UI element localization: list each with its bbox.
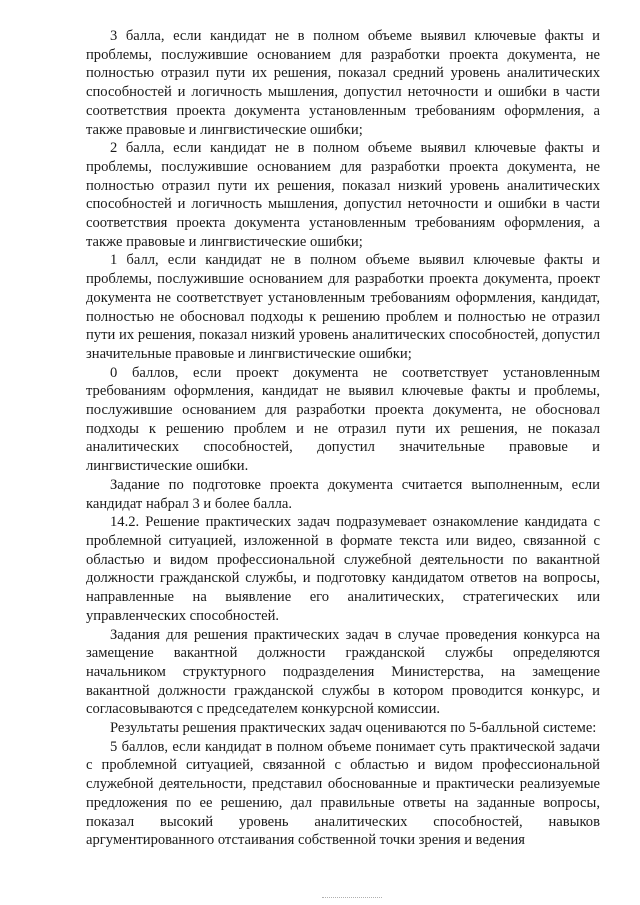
paragraph-passing-criterion: Задание по подготовке проекта документа считается выполненным, если кандидат набрал 3 и более балла. — [86, 476, 600, 512]
paragraph-scoring-system: Результаты решения практических задач оцениваются по 5-балльной системе: — [110, 720, 597, 737]
paragraph-score-2: 2 балла, если кандидат не в полном объеме выявил ключевые факты и проблемы, послужившие основанием для разработки проекта документа, не полностью отразил пути их решения, показал низкий уровень аналитических способностей и логичность мышления, допустил неточности и ошибки в части соответствия проекта документа установленным требованиям оформления, а также правовые и лингвистические ошибки; — [86, 140, 600, 250]
paragraph-score-1: 1 балл, если кандидат не в полном объеме выявил ключевые факты и проблемы, послужившие основанием для разработки проекта документа, проект документа не соответствует установленным требованиям оформления, кандидат, полностью не обосновал подходы к решению проблем и полностью не отразил пути их решения, показал низкий уровень аналитических способностей, допустил значительные правовые и лингвистические ошибки; — [86, 252, 600, 362]
paragraph-score-0: 0 баллов, если проект документа не соответствует установленным требованиям оформления, кандидат не выявил ключевые факты и проблемы, послужившие основанием для разработки проекта документа, не обосновал подходы к решению проблем и не отразил пути их решения, не показал аналитических способностей, допустил значительные правовые и лингвистические ошибки. — [86, 364, 600, 475]
paragraph-score-3: 3 балла, если кандидат не в полном объеме выявил ключевые факты и проблемы, послужившие основанием для разработки проекта документа, не полностью отразил пути их решения, показал средний уровень аналитических способностей и логичность мышления, допустил неточности и ошибки в части соответствия проекта документа установленным требованиям оформления, а также правовые и лингвистические ошибки; — [86, 28, 600, 138]
paragraph-score-5: 5 баллов, если кандидат в полном объеме понимает суть практической задачи с проблемной ситуацией, связанной с областью и видом профессиональной служебной деятельности, представил обоснованные и практически реализуемые предложения по ее решению, дал правильные ответы на заданные вопросы, показал высокий уровень аналитических способностей, навыков аргументированного отстаивания собственной точки зрения и ведения — [86, 738, 600, 849]
footer-mark — [322, 897, 382, 900]
paragraph-task-assignment: Задания для решения практических задач в случае проведения конкурса на замещение вакантной должности гражданской службы определяются начальником структурного подразделения Министерства, на замещение вакантной должности гражданской службы в котором проводится конкурс, и согласовываются с председателем конкурсной комиссии. — [86, 626, 600, 718]
document-body — [86, 27, 600, 850]
paragraph-section-14-2: 14.2. Решение практических задач подразумевает ознакомление кандидата с проблемной ситуацией, изложенной в формате текста или видео, связанной с областью и видом профессиональной служебной деятельности по вакантной должности гражданской службы, и подготовку кандидатом ответов на вопросы, направленные на выявление его аналитических, стратегических или управленческих способностей. — [86, 514, 600, 624]
